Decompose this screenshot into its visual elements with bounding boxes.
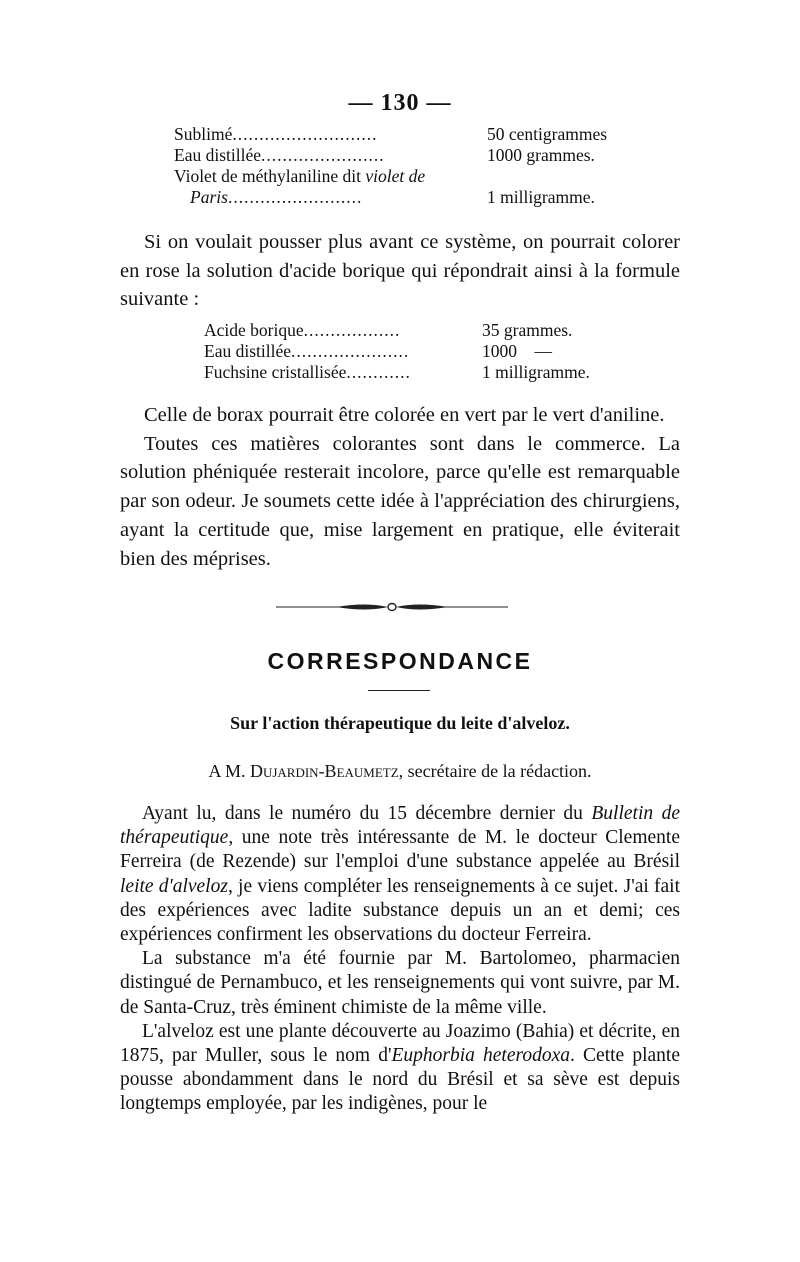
paragraph-text: Si on voulait pousser plus avant ce système, on pourrait colorer en rose la solution d'acide borique qui répondrait ainsi à la formule suivante :	[120, 231, 680, 311]
paragraph-text: Toutes ces matières colorantes sont dans le commerce. La solution phéniquée resterait incolore, parce qu'elle est remarquable par son odeur. Je soumets cette idée à l'appréciation des chirurgiens, ayant la certitude que, mise largement en pratique, elle éviterait bien des méprises.	[120, 432, 680, 570]
ingredient-quantity: 1 milligramme.	[482, 362, 590, 382]
ingredient-quantity: 1000 —	[482, 341, 552, 361]
paragraph-borax	[120, 401, 680, 573]
ingredient-quantity: 1000 grammes.	[487, 145, 595, 165]
recipe-row	[174, 145, 654, 166]
ingredient-quantity: 1 milligramme.	[487, 187, 595, 207]
address-suffix: , secrétaire de la rédaction.	[398, 761, 592, 781]
leader-dots: ............	[346, 362, 411, 382]
ingredient-name-italic: Paris	[190, 187, 228, 207]
leader-dots: .......................	[261, 145, 385, 165]
recipe-row	[174, 166, 654, 187]
page-number: — 130 —	[348, 90, 452, 116]
address-prefix: A M.	[208, 761, 250, 781]
letter-body	[120, 802, 680, 1117]
recipe-row	[204, 320, 644, 341]
recipe-row	[204, 341, 644, 362]
section-title: CORRESPONDANCE	[267, 648, 533, 674]
leader-dots: ......................	[291, 341, 410, 361]
italic-species: Euphorbia heterodoxa	[391, 1045, 571, 1067]
recipe-row	[174, 124, 654, 145]
leader-dots: .........................	[227, 187, 363, 207]
letter-paragraph: La substance m'a été fournie par M. Bartolomeo, pharmacien distingué de Pernambuco, et les renseignements qui vont suivre, par M. de Santa-Cruz, très éminent chimiste de la même ville.	[120, 948, 680, 1018]
leader-dots: ..................	[303, 320, 401, 340]
italic-title: Bulletin de thérapeutique	[120, 803, 680, 849]
letter-paragraph: Ayant lu, dans le numéro du 15 décembre dernier du Bulletin de thérapeutique, une note très intéressante de M. le docteur Clemente Ferreira (de Rezende) sur l'emploi d'une substance appelée au Brésil leite d'alveloz, je viens compléter les renseignements à ce sujet. J'ai fait des expériences avec ladite substance depuis un an et demi; ces expériences confirment les observations du docteur Ferreira.	[120, 803, 681, 946]
ingredient-quantity: 50 centigrammes	[487, 124, 608, 144]
article-subtitle: Sur l'action thérapeutique du leite d'alveloz.	[230, 713, 570, 733]
title-rule	[368, 690, 430, 691]
ingredient-name: Acide borique	[204, 320, 304, 340]
ingredient-name: Eau distillée	[174, 145, 261, 165]
letter-address	[0, 761, 800, 782]
ingredient-name-italic: violet de	[365, 166, 426, 186]
recipe-acide-borique	[204, 320, 644, 383]
recipe-row	[204, 362, 644, 383]
ingredient-name: Violet de méthylaniline dit	[174, 166, 366, 186]
paragraph-intro	[120, 228, 680, 314]
address-name: Dujardin-Beaumetz	[249, 761, 399, 781]
ingredient-name: Sublimé	[174, 124, 233, 144]
leader-dots: ...........................	[232, 124, 378, 144]
letter-paragraph: L'alveloz est une plante découverte au Joazimo (Bahia) et décrite, en 1875, par Muller, sous le nom d'Euphorbia heterodoxa. Cette plante pousse abondamment dans le nord du Brésil et sa sève est depuis longtemps employée, par les indigènes, pour le	[120, 1020, 680, 1115]
ornament-divider	[276, 600, 508, 614]
ingredient-quantity: 35 grammes.	[482, 320, 573, 340]
recipe-row	[174, 187, 654, 208]
recipe-sublime	[174, 124, 654, 208]
ingredient-name: Fuchsine cristallisée	[204, 362, 347, 382]
paragraph-text: Celle de borax pourrait être colorée en vert par le vert d'aniline.	[144, 404, 665, 426]
ingredient-name: Eau distillée	[204, 341, 291, 361]
italic-term: leite d'alveloz	[120, 875, 228, 897]
